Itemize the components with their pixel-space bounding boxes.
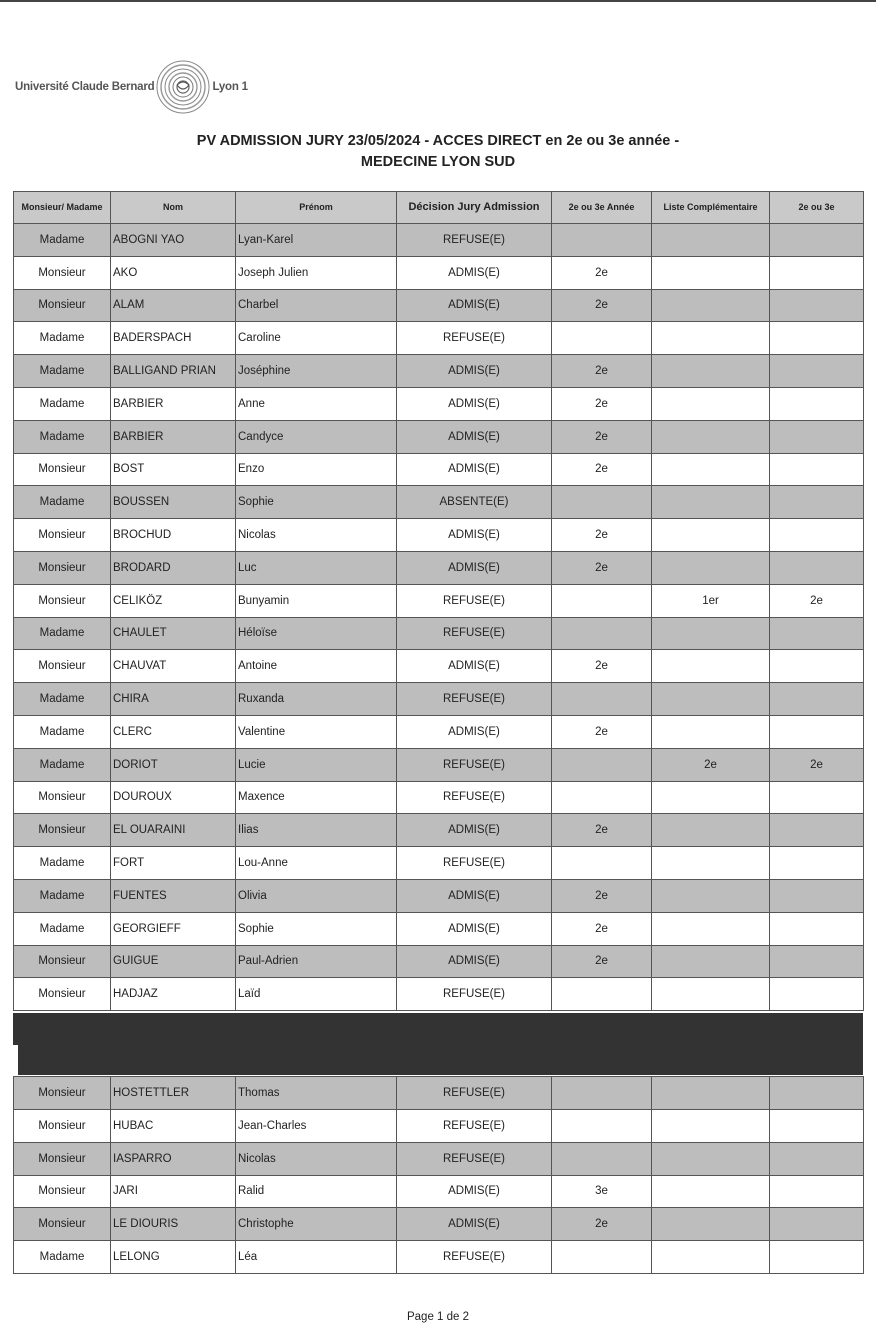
col-header-annee: 2e ou 3e Année [552, 192, 652, 224]
cell-nom: BALLIGAND PRIAN [111, 355, 236, 388]
table-body-bottom [14, 1077, 864, 1274]
cell-decision: ABSENTE(E) [397, 486, 552, 519]
cell-prenom: Jean-Charles [236, 1109, 397, 1142]
cell-decision: REFUSE(E) [397, 683, 552, 716]
cell-2e-ou-3e [770, 322, 864, 355]
table-row [14, 420, 864, 453]
cell-annee [552, 847, 652, 880]
cell-prenom: Héloïse [236, 617, 397, 650]
cell-liste-complementaire [652, 289, 770, 322]
cell-nom: DOUROUX [111, 781, 236, 814]
cell-2e-ou-3e [770, 420, 864, 453]
cell-2e-ou-3e [770, 1175, 864, 1208]
cell-2e-ou-3e [770, 551, 864, 584]
cell-prenom: Charbel [236, 289, 397, 322]
cell-2e-ou-3e [770, 683, 864, 716]
table-row [14, 1142, 864, 1175]
cell-civility: Madame [14, 748, 111, 781]
cell-decision: REFUSE(E) [397, 781, 552, 814]
table-row [14, 1077, 864, 1110]
cell-prenom: Ilias [236, 814, 397, 847]
cell-civility: Madame [14, 387, 111, 420]
table-row [14, 453, 864, 486]
cell-decision: REFUSE(E) [397, 584, 552, 617]
cell-2e-ou-3e [770, 387, 864, 420]
cell-prenom: Candyce [236, 420, 397, 453]
cell-civility: Monsieur [14, 814, 111, 847]
cell-prenom: Laïd [236, 978, 397, 1011]
cell-liste-complementaire [652, 224, 770, 257]
cell-2e-ou-3e: 2e [770, 748, 864, 781]
table-row [14, 322, 864, 355]
cell-annee [552, 1109, 652, 1142]
table-row [14, 1208, 864, 1241]
cell-prenom: Maxence [236, 781, 397, 814]
cell-prenom: Anne [236, 387, 397, 420]
cell-annee: 2e [552, 879, 652, 912]
cell-nom: BOST [111, 453, 236, 486]
title-line-2: MEDECINE LYON SUD [360, 154, 516, 170]
table-row [14, 224, 864, 257]
cell-civility: Madame [14, 1241, 111, 1274]
cell-civility: Monsieur [14, 256, 111, 289]
cell-2e-ou-3e [770, 289, 864, 322]
cell-2e-ou-3e [770, 945, 864, 978]
cell-nom: CHAUVAT [111, 650, 236, 683]
cell-decision: ADMIS(E) [397, 355, 552, 388]
cell-civility: Madame [14, 879, 111, 912]
cell-civility: Madame [14, 322, 111, 355]
cell-2e-ou-3e [770, 519, 864, 552]
cell-liste-complementaire [652, 1109, 770, 1142]
cell-nom: BROCHUD [111, 519, 236, 552]
cell-prenom: Lucie [236, 748, 397, 781]
cell-civility: Monsieur [14, 945, 111, 978]
cell-prenom: Caroline [236, 322, 397, 355]
cell-nom: BARBIER [111, 387, 236, 420]
cell-prenom: Nicolas [236, 519, 397, 552]
university-logo [15, 58, 248, 116]
cell-decision: REFUSE(E) [397, 1241, 552, 1274]
cell-prenom: Joseph Julien [236, 256, 397, 289]
cell-2e-ou-3e [770, 355, 864, 388]
cell-civility: Monsieur [14, 289, 111, 322]
cell-annee [552, 1142, 652, 1175]
table-row [14, 683, 864, 716]
cell-annee: 2e [552, 912, 652, 945]
cell-nom: HUBAC [111, 1109, 236, 1142]
cell-prenom: Lou-Anne [236, 847, 397, 880]
cell-2e-ou-3e [770, 814, 864, 847]
cell-liste-complementaire [652, 912, 770, 945]
col-header-decision: Décision Jury Admission [397, 192, 552, 224]
cell-civility: Monsieur [14, 1109, 111, 1142]
cell-prenom: Léa [236, 1241, 397, 1274]
cell-civility: Madame [14, 486, 111, 519]
cell-annee: 2e [552, 715, 652, 748]
cell-2e-ou-3e [770, 1241, 864, 1274]
cell-prenom: Ralid [236, 1175, 397, 1208]
cell-decision: ADMIS(E) [397, 256, 552, 289]
cell-liste-complementaire [652, 683, 770, 716]
cell-liste-complementaire: 1er [652, 584, 770, 617]
table-header-row [14, 192, 864, 224]
cell-decision: REFUSE(E) [397, 322, 552, 355]
table-row [14, 617, 864, 650]
cell-decision: ADMIS(E) [397, 1175, 552, 1208]
cell-prenom: Christophe [236, 1208, 397, 1241]
cell-2e-ou-3e [770, 650, 864, 683]
cell-nom: ALAM [111, 289, 236, 322]
col-header-civility: Monsieur/ Madame [14, 192, 111, 224]
cell-liste-complementaire: 2e [652, 748, 770, 781]
table-row [14, 814, 864, 847]
cell-civility: Monsieur [14, 551, 111, 584]
cell-civility: Monsieur [14, 978, 111, 1011]
cell-liste-complementaire [652, 420, 770, 453]
cell-nom: IASPARRO [111, 1142, 236, 1175]
cell-civility: Monsieur [14, 1142, 111, 1175]
cell-nom: EL OUARAINI [111, 814, 236, 847]
cell-prenom: Antoine [236, 650, 397, 683]
cell-decision: ADMIS(E) [397, 519, 552, 552]
admission-table [13, 191, 864, 1274]
cell-2e-ou-3e [770, 715, 864, 748]
cell-annee: 3e [552, 1175, 652, 1208]
table-row [14, 847, 864, 880]
page-number: Page 1 de 2 [406, 1311, 470, 1323]
cell-liste-complementaire [652, 322, 770, 355]
cell-liste-complementaire [652, 814, 770, 847]
cell-2e-ou-3e [770, 617, 864, 650]
cell-nom: JARI [111, 1175, 236, 1208]
cell-annee [552, 322, 652, 355]
cell-civility: Madame [14, 847, 111, 880]
cell-decision: ADMIS(E) [397, 879, 552, 912]
cell-decision: ADMIS(E) [397, 551, 552, 584]
cell-nom: CHIRA [111, 683, 236, 716]
table-row [14, 978, 864, 1011]
cell-nom: HADJAZ [111, 978, 236, 1011]
cell-decision: ADMIS(E) [397, 1208, 552, 1241]
cell-2e-ou-3e [770, 1208, 864, 1241]
cell-decision: ADMIS(E) [397, 945, 552, 978]
document-title [0, 131, 876, 173]
cell-2e-ou-3e [770, 1109, 864, 1142]
cell-decision: REFUSE(E) [397, 847, 552, 880]
cell-nom: CELIKÖZ [111, 584, 236, 617]
table-row [14, 650, 864, 683]
cell-liste-complementaire [652, 551, 770, 584]
university-name-right: Lyon 1 [212, 81, 248, 93]
cell-annee: 2e [552, 650, 652, 683]
cell-2e-ou-3e [770, 912, 864, 945]
cell-annee: 2e [552, 387, 652, 420]
cell-civility: Madame [14, 355, 111, 388]
cell-annee [552, 224, 652, 257]
cell-annee: 2e [552, 420, 652, 453]
cell-decision: REFUSE(E) [397, 978, 552, 1011]
cell-annee: 2e [552, 256, 652, 289]
cell-annee: 2e [552, 1208, 652, 1241]
cell-prenom: Sophie [236, 486, 397, 519]
cell-decision: ADMIS(E) [397, 715, 552, 748]
cell-nom: ABOGNI YAO [111, 224, 236, 257]
cell-annee: 2e [552, 453, 652, 486]
cell-prenom: Valentine [236, 715, 397, 748]
cell-prenom: Ruxanda [236, 683, 397, 716]
cell-liste-complementaire [652, 945, 770, 978]
cell-nom: LE DIOURIS [111, 1208, 236, 1241]
cell-nom: AKO [111, 256, 236, 289]
cell-liste-complementaire [652, 387, 770, 420]
cell-prenom: Joséphine [236, 355, 397, 388]
cell-civility: Monsieur [14, 1175, 111, 1208]
cell-prenom: Nicolas [236, 1142, 397, 1175]
table-row [14, 912, 864, 945]
cell-2e-ou-3e: 2e [770, 584, 864, 617]
cell-2e-ou-3e [770, 781, 864, 814]
cell-nom: GEORGIEFF [111, 912, 236, 945]
cell-annee [552, 1077, 652, 1110]
cell-prenom: Enzo [236, 453, 397, 486]
cell-2e-ou-3e [770, 453, 864, 486]
cell-civility: Monsieur [14, 453, 111, 486]
cell-decision: REFUSE(E) [397, 1109, 552, 1142]
cell-liste-complementaire [652, 847, 770, 880]
col-header-2e-ou-3e: 2e ou 3e [770, 192, 864, 224]
cell-civility: Madame [14, 715, 111, 748]
table-row [14, 945, 864, 978]
cell-civility: Monsieur [14, 781, 111, 814]
cell-annee: 2e [552, 355, 652, 388]
cell-2e-ou-3e [770, 1142, 864, 1175]
cell-decision: REFUSE(E) [397, 1077, 552, 1110]
col-header-nom: Nom [111, 192, 236, 224]
cell-liste-complementaire [652, 1208, 770, 1241]
cell-liste-complementaire [652, 1077, 770, 1110]
cell-nom: BRODARD [111, 551, 236, 584]
cell-civility: Madame [14, 912, 111, 945]
table-row [14, 748, 864, 781]
table-row [14, 289, 864, 322]
table-row [14, 879, 864, 912]
cell-civility: Madame [14, 683, 111, 716]
cell-prenom: Sophie [236, 912, 397, 945]
cell-annee [552, 683, 652, 716]
cell-liste-complementaire [652, 1142, 770, 1175]
table-row [14, 387, 864, 420]
cell-liste-complementaire [652, 879, 770, 912]
cell-nom: DORIOT [111, 748, 236, 781]
table-row [14, 1241, 864, 1274]
cell-annee [552, 978, 652, 1011]
cell-civility: Monsieur [14, 1208, 111, 1241]
cell-prenom: Olivia [236, 879, 397, 912]
table-row [14, 1109, 864, 1142]
title-line-1: PV ADMISSION JURY 23/05/2024 - ACCES DIRECT en 2e ou 3e année - [196, 133, 680, 149]
cell-liste-complementaire [652, 617, 770, 650]
cell-annee: 2e [552, 945, 652, 978]
cell-2e-ou-3e [770, 256, 864, 289]
redaction-bar [13, 1013, 863, 1075]
table-body-top [14, 224, 864, 1011]
cell-liste-complementaire [652, 1241, 770, 1274]
table-row [14, 551, 864, 584]
col-header-prenom: Prénom [236, 192, 397, 224]
cell-prenom: Luc [236, 551, 397, 584]
cell-annee: 2e [552, 551, 652, 584]
cell-liste-complementaire [652, 650, 770, 683]
cell-annee: 2e [552, 814, 652, 847]
table-row [14, 519, 864, 552]
cell-annee [552, 486, 652, 519]
cell-liste-complementaire [652, 519, 770, 552]
cell-2e-ou-3e [770, 1077, 864, 1110]
cell-liste-complementaire [652, 453, 770, 486]
cell-civility: Madame [14, 420, 111, 453]
cell-prenom: Bunyamin [236, 584, 397, 617]
cell-civility: Madame [14, 617, 111, 650]
cell-annee [552, 748, 652, 781]
cell-nom: BOUSSEN [111, 486, 236, 519]
cell-decision: ADMIS(E) [397, 814, 552, 847]
table-row [14, 584, 864, 617]
table-row [14, 486, 864, 519]
cell-decision: REFUSE(E) [397, 1142, 552, 1175]
cell-liste-complementaire [652, 978, 770, 1011]
top-border-line [0, 0, 876, 2]
cell-nom: FUENTES [111, 879, 236, 912]
cell-liste-complementaire [652, 1175, 770, 1208]
table-row [14, 355, 864, 388]
cell-liste-complementaire [652, 781, 770, 814]
cell-civility: Monsieur [14, 650, 111, 683]
cell-decision: ADMIS(E) [397, 650, 552, 683]
cell-2e-ou-3e [770, 847, 864, 880]
cell-annee [552, 617, 652, 650]
redaction-edge [13, 1045, 18, 1075]
cell-decision: REFUSE(E) [397, 617, 552, 650]
col-header-liste-complementaire: Liste Complémentaire [652, 192, 770, 224]
cell-civility: Monsieur [14, 584, 111, 617]
cell-civility: Madame [14, 224, 111, 257]
cell-prenom: Lyan-Karel [236, 224, 397, 257]
cell-nom: CHAULET [111, 617, 236, 650]
cell-decision: ADMIS(E) [397, 289, 552, 322]
cell-2e-ou-3e [770, 879, 864, 912]
cell-decision: ADMIS(E) [397, 453, 552, 486]
cell-civility: Monsieur [14, 519, 111, 552]
table-row [14, 256, 864, 289]
table-row [14, 1175, 864, 1208]
table-row [14, 781, 864, 814]
cell-annee: 2e [552, 289, 652, 322]
cell-decision: ADMIS(E) [397, 387, 552, 420]
cell-annee [552, 781, 652, 814]
cell-liste-complementaire [652, 355, 770, 388]
cell-annee [552, 584, 652, 617]
table-row [14, 715, 864, 748]
cell-liste-complementaire [652, 256, 770, 289]
cell-2e-ou-3e [770, 224, 864, 257]
cell-2e-ou-3e [770, 486, 864, 519]
cell-decision: REFUSE(E) [397, 224, 552, 257]
cell-nom: CLERC [111, 715, 236, 748]
cell-nom: BADERSPACH [111, 322, 236, 355]
cell-nom: FORT [111, 847, 236, 880]
ucbl-spiral-logo-icon [155, 59, 211, 115]
cell-decision: REFUSE(E) [397, 748, 552, 781]
cell-civility: Monsieur [14, 1077, 111, 1110]
cell-decision: ADMIS(E) [397, 912, 552, 945]
cell-decision: ADMIS(E) [397, 420, 552, 453]
cell-nom: GUIGUE [111, 945, 236, 978]
cell-prenom: Paul-Adrien [236, 945, 397, 978]
cell-prenom: Thomas [236, 1077, 397, 1110]
cell-annee [552, 1241, 652, 1274]
cell-liste-complementaire [652, 715, 770, 748]
cell-nom: LELONG [111, 1241, 236, 1274]
cell-annee: 2e [552, 519, 652, 552]
cell-nom: BARBIER [111, 420, 236, 453]
university-name-left: Université Claude Bernard [15, 81, 155, 93]
cell-liste-complementaire [652, 486, 770, 519]
cell-2e-ou-3e [770, 978, 864, 1011]
cell-nom: HOSTETTLER [111, 1077, 236, 1110]
